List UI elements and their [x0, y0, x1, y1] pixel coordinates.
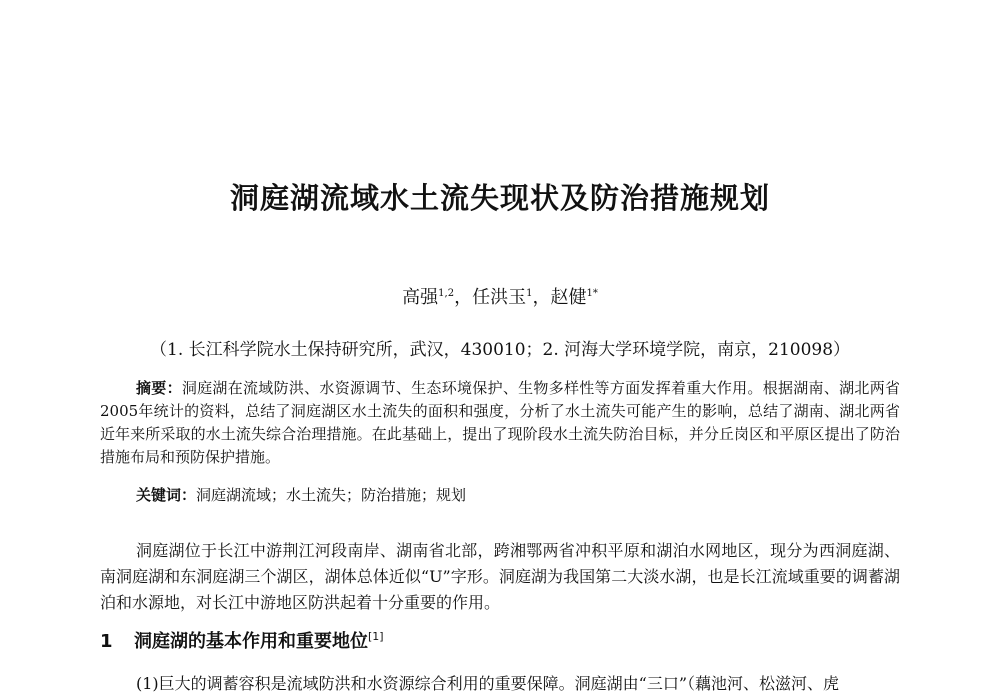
author-affiliation-mark: 1 — [526, 288, 533, 299]
abstract — [100, 377, 900, 469]
author-separator: ， — [454, 287, 473, 308]
citation-ref: [1] — [368, 630, 384, 643]
section-number: 1 — [100, 631, 113, 652]
author-list — [0, 283, 1000, 309]
intro-paragraph: 洞庭湖位于长江中游荆江河段南岸、湖南省北部，跨湘鄂两省冲积平原和湖泊水网地区，现分为西洞庭湖、南洞庭湖和东洞庭湖三个湖区，湖体总体近似“U”字形。洞庭湖为我国第二大淡水湖，也是长江流域重要的调蓄湖泊和水源地，对长江中游地区防洪起着十分重要的作用。 — [100, 541, 900, 612]
keywords — [136, 484, 896, 505]
author-separator: ， — [532, 287, 551, 308]
keywords-text: 洞庭湖流域；水土流失；防治措施；规划 — [196, 486, 467, 504]
author-affiliation-mark: 1* — [586, 288, 598, 299]
affiliations: （1. 长江科学院水土保持研究所，武汉，430010；2. 河海大学环境学院，南京，210098） — [150, 340, 851, 360]
author-name: 任洪玉 — [472, 287, 527, 308]
author-name: 高强 — [402, 287, 439, 308]
section-title: 洞庭湖的基本作用和重要地位 — [134, 631, 368, 652]
author-affiliation-mark: 1,2 — [438, 288, 455, 299]
abstract-label: 摘要： — [136, 379, 182, 397]
author-name: 赵健 — [550, 287, 587, 308]
body-paragraph: (1)巨大的调蓄容积是流域防洪和水资源综合利用的重要保障。洞庭湖由“三口”（藕池河、松滋河、虎 — [136, 674, 840, 693]
abstract-text: 洞庭湖在流域防洪、水资源调节、生态环境保护、生物多样性等方面发挥着重大作用。根据湖南、湖北两省2005年统计的资料，总结了洞庭湖区水土流失的面积和强度，分析了水土流失可能产生的影响，总结了湖南、湖北两省近年来所采取的水土流失综合治理措施。在此基础上，提出了现阶段水土流失防治目标，并分丘岗区和平原区提出了防治措施布局和预防保护措施。 — [100, 379, 900, 466]
keywords-label: 关键词： — [136, 486, 197, 504]
paper-title: 洞庭湖流域水土流失现状及防治措施规划 — [229, 181, 770, 215]
section-heading — [100, 627, 900, 653]
